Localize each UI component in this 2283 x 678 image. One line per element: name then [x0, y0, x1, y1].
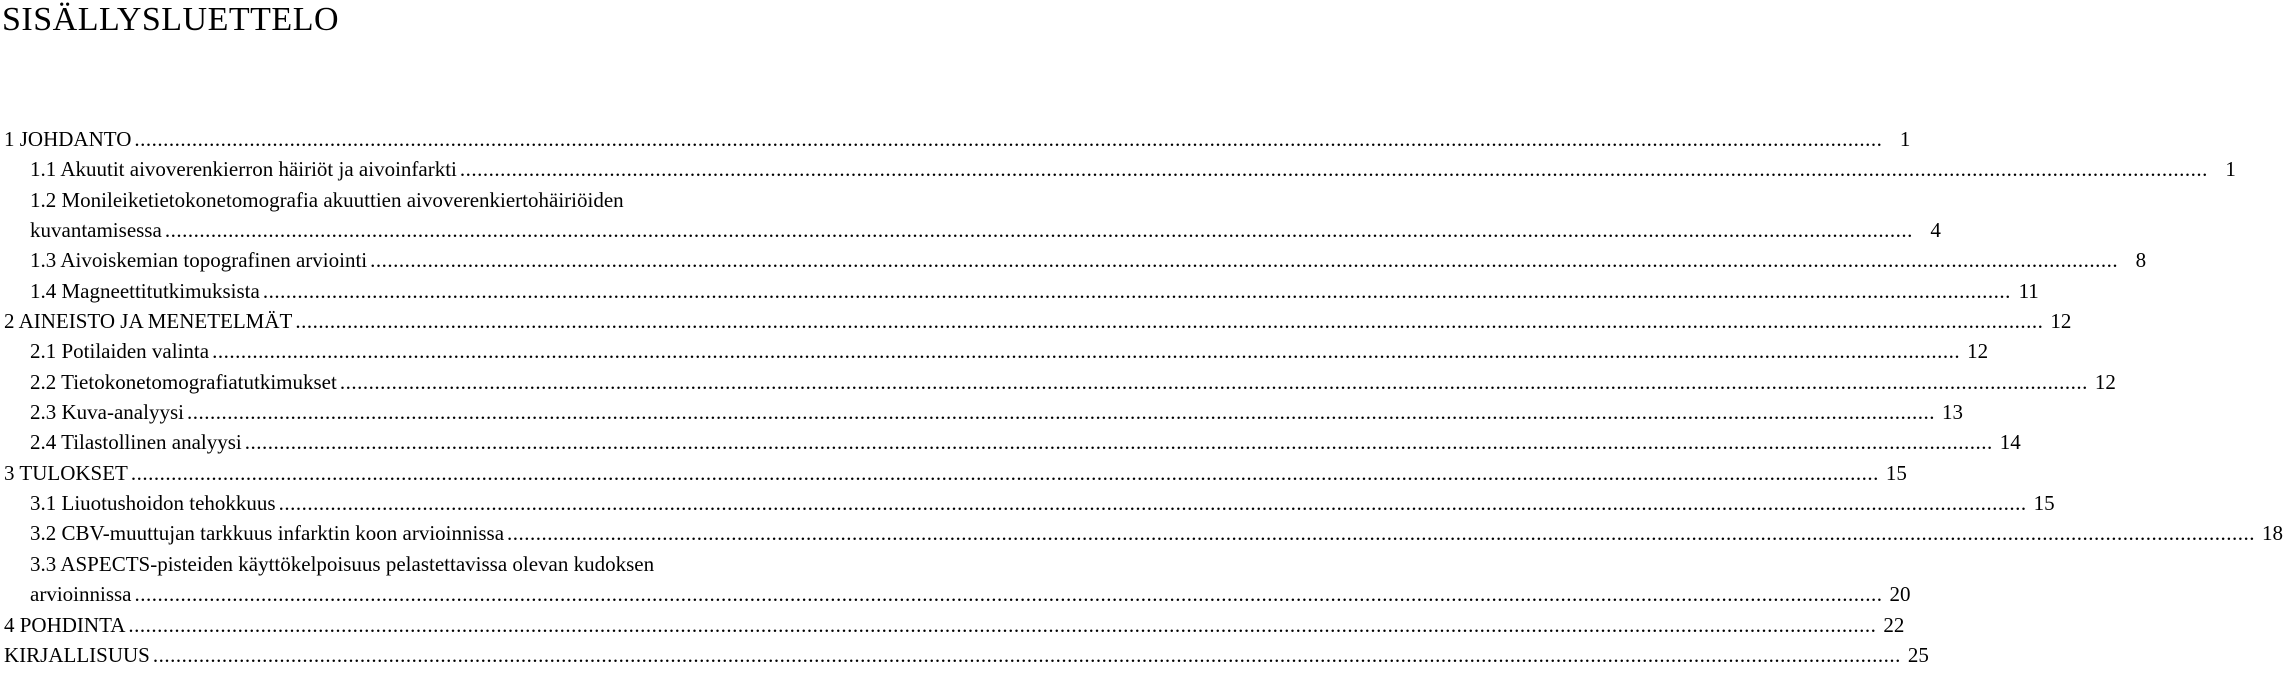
toc-entry-text: 2 AINEISTO JA MENETELMÄT: [4, 309, 293, 334]
toc-entry-2-2[interactable]: [0, 367, 2116, 397]
toc-page-number: 1: [1899, 127, 1911, 151]
toc-page-number: 25: [1907, 642, 1929, 667]
toc-page-number: 18: [2262, 521, 2283, 546]
toc-page-number: 4: [1930, 218, 1941, 243]
toc-dot-leader: [370, 245, 2118, 275]
toc-page-number: 20: [1889, 582, 1911, 607]
table-of-contents: [0, 124, 2283, 670]
toc-dot-leader: [295, 306, 2043, 336]
toc-entry-2-4[interactable]: [0, 427, 2021, 457]
toc-dot-leader: [263, 276, 2011, 306]
toc-page-number: 15: [2033, 491, 2055, 516]
toc-entry-text: 4 POHDINTA: [4, 612, 126, 637]
toc-entry-text: 1.1 Akuutit aivoverenkierron häiriöt ja aivoinfarkti: [30, 157, 457, 182]
toc-entry-text: 3.1 Liuotushoidon tehokkuus: [30, 491, 276, 516]
toc-page-number: 12: [2050, 309, 2072, 334]
toc-page-number: 14: [1999, 430, 2021, 455]
toc-page-number: 15: [1885, 460, 1907, 485]
toc-dot-leader: [131, 458, 1879, 488]
toc-entry-2-3[interactable]: [0, 397, 1963, 427]
toc-entry-1-1[interactable]: [0, 154, 2236, 184]
toc-entry-3-2[interactable]: [0, 518, 2283, 548]
toc-dot-leader: [507, 518, 2255, 548]
toc-dot-leader: [165, 215, 1913, 245]
toc-entry-3-1[interactable]: [0, 488, 2055, 518]
toc-entry-text: 2.4 Tilastollinen analyysi: [30, 430, 242, 455]
toc-entry-1-2[interactable]: [0, 185, 963, 215]
toc-entry-1-4[interactable]: [0, 276, 2039, 306]
page-title: SISÄLLYSLUETTELO: [2, 1, 340, 38]
toc-page-number: 13: [1941, 400, 1963, 425]
toc-entry-text: KIRJALLISUUS: [4, 642, 150, 667]
toc-entry-3-3-continued[interactable]: [0, 579, 1911, 609]
toc-page-number: 11: [2018, 278, 2039, 303]
toc-page-number: 1: [2225, 157, 2236, 182]
toc-entry-2-aineisto[interactable]: [0, 306, 2072, 336]
toc-entry-text: 2.3 Kuva-analyysi: [30, 400, 184, 425]
toc-entry-text: 2.1 Potilaiden valinta: [30, 339, 210, 364]
toc-entry-3-3[interactable]: [0, 549, 963, 579]
toc-dot-leader: [212, 336, 1960, 366]
toc-entry-text: 1.3 Aivoiskemian topografinen arviointi: [30, 248, 368, 273]
toc-entry-2-1[interactable]: [0, 336, 1989, 366]
toc-entry-text: arvioinnissa: [30, 582, 132, 607]
toc-page-number: 8: [2135, 248, 2147, 273]
toc-dot-leader: [340, 367, 2088, 397]
toc-entry-text: 2.2 Tietokonetomografiatutkimukset: [30, 369, 337, 394]
toc-page-number: 22: [1883, 612, 1905, 637]
toc-entry-text: 1.2 Monileiketietokonetomografia akuuttien aivoverenkiertohäiriöiden: [30, 187, 624, 212]
toc-entry-1-3[interactable]: [0, 245, 2147, 275]
toc-entry-kirjallisuus[interactable]: [0, 640, 1929, 670]
toc-entry-3-tulokset[interactable]: [0, 458, 1907, 488]
toc-page-number: 12: [1967, 339, 1989, 364]
toc-entry-1-johdanto[interactable]: [0, 124, 1911, 154]
toc-entry-text: kuvantamisessa: [30, 218, 162, 243]
toc-dot-leader: [134, 124, 1882, 154]
toc-entry-text: 3 TULOKSET: [4, 460, 128, 485]
toc-entry-4-pohdinta[interactable]: [0, 610, 1905, 640]
toc-entry-text: 3.3 ASPECTS-pisteiden käyttökelpoisuus pelastettavissa olevan kudoksen: [30, 551, 655, 576]
toc-page-number: 12: [2094, 369, 2116, 394]
toc-dot-leader: [128, 610, 1876, 640]
toc-entry-1-2-continued[interactable]: [0, 215, 1941, 245]
toc-entry-text: 3.2 CBV-muuttujan tarkkuus infarktin koon arvioinnissa: [30, 521, 505, 546]
toc-dot-leader: [460, 154, 2208, 184]
toc-dot-leader: [134, 579, 1882, 609]
toc-entry-text: 1.4 Magneettitutkimuksista: [30, 278, 260, 303]
toc-dot-leader: [187, 397, 1935, 427]
toc-entry-text: 1 JOHDANTO: [4, 127, 132, 151]
toc-dot-leader: [279, 488, 2027, 518]
toc-dot-leader: [245, 427, 1993, 457]
toc-dot-leader: [153, 640, 1901, 670]
